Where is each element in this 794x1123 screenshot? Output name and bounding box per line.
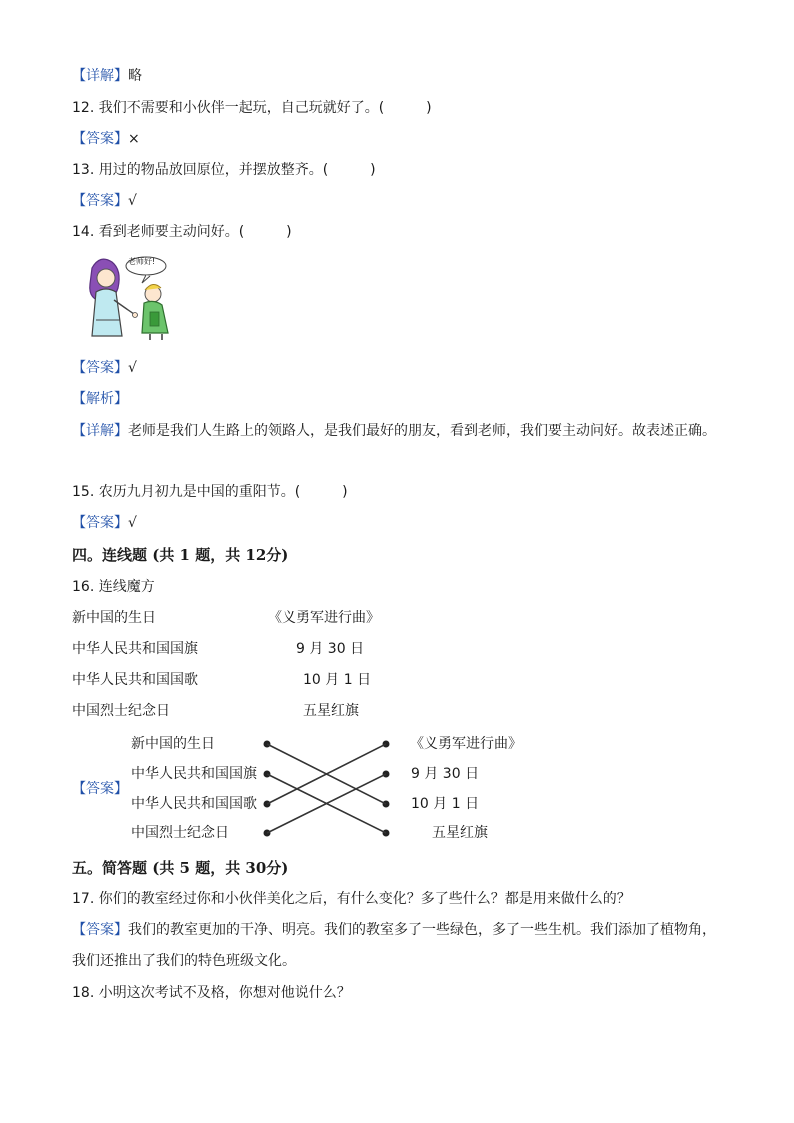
a16-left-item: 中华人民共和国国旗 bbox=[131, 766, 257, 782]
a16-left-item: 中华人民共和国国歌 bbox=[131, 796, 257, 812]
answer-text: × bbox=[128, 131, 140, 147]
q16-left-item: 中华人民共和国国旗 bbox=[72, 641, 198, 657]
a16-left-item: 中国烈士纪念日 bbox=[131, 825, 229, 841]
q16-right-item: 9 月 30 日 bbox=[296, 641, 365, 657]
a16-left-item: 新中国的生日 bbox=[131, 736, 215, 752]
question-13: 13. 用过的物品放回原位，并摆放整齐。( ) bbox=[72, 162, 376, 178]
a16-right-item: 《义勇军进行曲》 bbox=[410, 736, 522, 752]
detail-tag: 【详解】 bbox=[72, 68, 128, 84]
question-12: 12. 我们不需要和小伙伴一起玩，自己玩就好了。( ) bbox=[72, 100, 432, 116]
question-14: 14. 看到老师要主动问好。( ) bbox=[72, 224, 292, 240]
answer-text: 我们的教室更加的干净、明亮。我们的教室多了一些绿色，多了一些生机。我们添加了植物角， bbox=[128, 922, 716, 938]
analysis-tag: 【解析】 bbox=[72, 391, 128, 407]
q16-right-item: 五星红旗 bbox=[303, 703, 359, 719]
detail-text: 略 bbox=[128, 68, 142, 84]
q16-left-item: 中华人民共和国国歌 bbox=[72, 672, 198, 688]
section-5-heading: 五。简答题 (共 5 题，共 30分) bbox=[72, 859, 289, 877]
answer-tag: 【答案】 bbox=[72, 193, 128, 209]
a16-right-item: 9 月 30 日 bbox=[411, 766, 480, 782]
answer-text: √ bbox=[128, 360, 137, 376]
a16-right-item: 10 月 1 日 bbox=[411, 796, 480, 812]
q16-right-item: 10 月 1 日 bbox=[303, 672, 372, 688]
answer-17 bbox=[72, 920, 716, 940]
detail-tag: 【详解】 bbox=[72, 423, 128, 439]
q16-left-item: 新中国的生日 bbox=[72, 610, 156, 626]
a16-right-item: 五星红旗 bbox=[432, 825, 488, 841]
question-18: 18. 小明这次考试不及格，你想对他说什么？ bbox=[72, 985, 351, 1001]
section-4-heading: 四。连线题 (共 1 题，共 12分) bbox=[72, 546, 289, 564]
q16-right-item: 《义勇军进行曲》 bbox=[268, 610, 380, 626]
answer-tag: 【答案】 bbox=[72, 131, 128, 147]
answer-text: √ bbox=[128, 193, 137, 209]
answer-tag: 【答案】 bbox=[72, 515, 128, 531]
question-16: 16. 连线魔方 bbox=[72, 579, 155, 595]
answer-tag: 【答案】 bbox=[72, 360, 128, 376]
answer-text: √ bbox=[128, 515, 137, 531]
answer-17-cont: 我们还推出了我们的特色班级文化。 bbox=[72, 953, 296, 969]
speech-bubble-text: 老师好! bbox=[128, 257, 156, 266]
answer-tag: 【答案】 bbox=[72, 781, 128, 797]
question-15: 15. 农历九月初九是中国的重阳节。( ) bbox=[72, 484, 348, 500]
q16-left-item: 中国烈士纪念日 bbox=[72, 703, 170, 719]
answer-tag: 【答案】 bbox=[72, 922, 128, 938]
question-17: 17. 你们的教室经过你和小伙伴美化之后，有什么变化？多了些什么？都是用来做什么的？ bbox=[72, 891, 631, 907]
detail-text: 老师是我们人生路上的领路人，是我们最好的朋友，看到老师，我们要主动问好。故表述正确。 bbox=[128, 423, 716, 439]
